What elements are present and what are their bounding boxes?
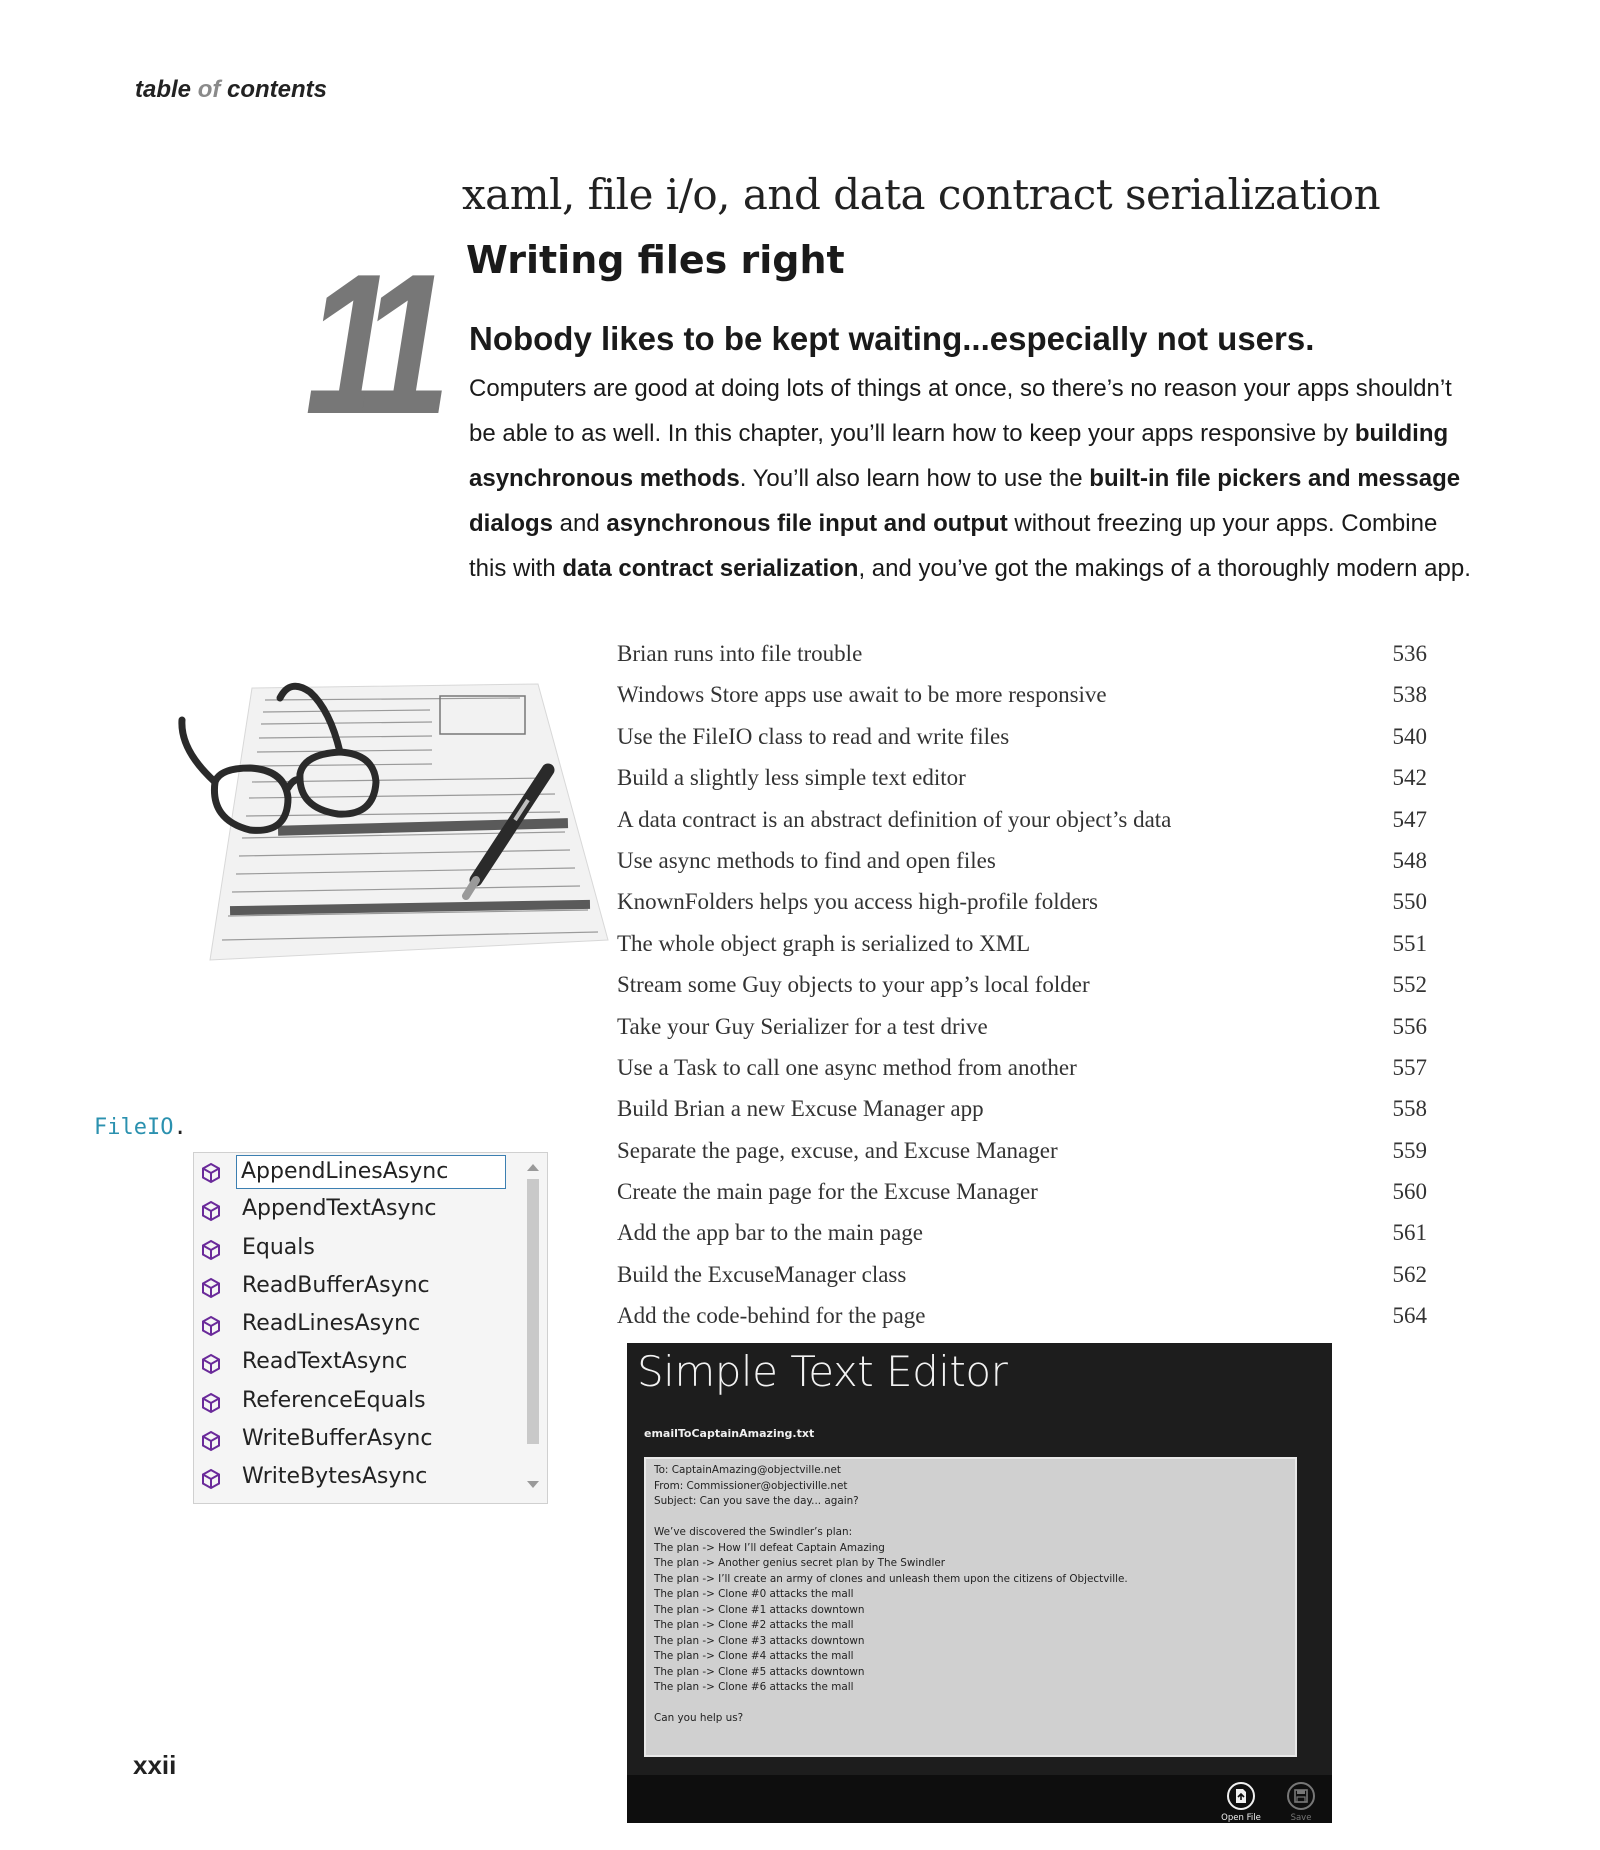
toc-entry[interactable] (617, 881, 1427, 922)
intellisense-item[interactable] (194, 1421, 514, 1459)
editor-app-bar (627, 1775, 1332, 1823)
simple-text-editor-screenshot (627, 1343, 1332, 1823)
toc-entry-page: 564 (1392, 1303, 1427, 1329)
toc-entry-title: A data contract is an abstract definition of your object’s data (617, 806, 1172, 832)
toc-entry-title: Separate the page, excuse, and Excuse Manager (617, 1137, 1058, 1163)
intellisense-item-label: WriteBytesAsync (242, 1464, 428, 1490)
editor-text-line: The plan -> Clone #0 attacks the mall (654, 1588, 854, 1600)
toc-entry-title: Take your Guy Serializer for a test drive (617, 1013, 988, 1039)
intellisense-item-label: AppendTextAsync (242, 1196, 437, 1222)
code-dot: . (173, 1115, 187, 1140)
intellisense-item[interactable] (194, 1306, 514, 1344)
open-file-button[interactable] (1211, 1781, 1271, 1823)
intellisense-item-label: ReferenceEquals (242, 1387, 426, 1413)
editor-text-line: The plan -> Clone #4 attacks the mall (654, 1650, 854, 1662)
toc-entry-page: 559 (1392, 1137, 1427, 1163)
toc-entry-page: 536 (1392, 641, 1427, 666)
editor-filename: emailToCaptainAmazing.txt (644, 1427, 815, 1440)
toc-entry-title: KnownFolders helps you access high-profile folders (617, 889, 1098, 915)
intellisense-list (194, 1153, 514, 1498)
intro-text-run: , and you’ve got the makings of a thoroughly modern app. (858, 555, 1471, 582)
toc-entry[interactable] (617, 1006, 1427, 1047)
toc-entry-page: 548 (1392, 847, 1427, 873)
intro-text-run: . You’ll also learn how to use the (739, 465, 1090, 492)
method-cube-icon (200, 1162, 222, 1184)
save-label: Save (1290, 1813, 1312, 1823)
method-cube-icon (200, 1277, 222, 1299)
editor-text-line: The plan -> Clone #1 attacks downtown (654, 1603, 865, 1616)
intro-text-run: without freezing up your apps. Combine this with (469, 510, 1438, 582)
toc-entry[interactable] (617, 674, 1427, 715)
toc-entry-page: 557 (1392, 1054, 1427, 1080)
editor-text-line: Subject: Can you save the day... again? (654, 1495, 859, 1507)
toc-entry-page: 540 (1392, 723, 1427, 749)
method-cube-icon (200, 1392, 222, 1414)
open-file-label: Open File (1221, 1813, 1261, 1823)
intellisense-item[interactable] (194, 1153, 514, 1191)
editor-text-line: From: Commissioner@objectiville.net (654, 1479, 848, 1492)
toc-entry-title: Use async methods to find and open files (617, 847, 996, 873)
toc-entry[interactable] (617, 1047, 1427, 1088)
save-icon (1286, 1781, 1316, 1811)
toc-entry-page: 558 (1392, 1096, 1427, 1122)
toc-entry-title: Build the ExcuseManager class (617, 1261, 907, 1287)
editor-text-line: The plan -> Another genius secret plan by The Swindler (654, 1557, 946, 1569)
intro-bold-phrase: asynchronous file input and output (606, 510, 1008, 537)
toc-entry-page: 556 (1392, 1013, 1427, 1039)
intellisense-item[interactable] (194, 1344, 514, 1382)
editor-text-line (654, 1510, 1287, 1526)
intellisense-item-label: ReadLinesAsync (242, 1311, 421, 1337)
toc-list (617, 633, 1427, 1337)
intro-text-run: Computers are good at doing lots of things at once, so there’s no reason your apps shouldn’t be able to as well. In this chapter, you’ll learn how to keep your apps responsive by (469, 375, 1452, 447)
intellisense-item[interactable] (194, 1383, 514, 1421)
toc-entry-page: 551 (1392, 930, 1427, 956)
method-cube-icon (200, 1353, 222, 1375)
save-button[interactable] (1271, 1781, 1331, 1823)
intellisense-scrollbar[interactable] (525, 1159, 541, 1499)
chapter-number: 11 (305, 233, 427, 456)
toc-entry-page: 552 (1392, 972, 1427, 998)
toc-entry-title: Brian runs into file trouble (617, 641, 863, 666)
toc-entry-page: 547 (1392, 806, 1427, 832)
editor-text-line: The plan -> Clone #6 attacks the mall (654, 1681, 854, 1693)
scroll-up-arrow-icon[interactable] (525, 1159, 541, 1175)
toc-entry[interactable] (617, 757, 1427, 798)
toc-entry[interactable] (617, 923, 1427, 964)
running-head-table: table (135, 76, 192, 103)
glasses-and-form-illustration (170, 670, 620, 970)
method-cube-icon (200, 1239, 222, 1261)
toc-entry-page: 542 (1392, 765, 1427, 791)
editor-text-line: The plan -> I’ll create an army of clones and unleash them upon the citizens of Objectville. (654, 1572, 1128, 1585)
toc-entry-title: Build a slightly less simple text editor (617, 765, 966, 791)
toc-entry-title: Windows Store apps use await to be more responsive (617, 682, 1107, 708)
intro-bold-phrase: building asynchronous methods (469, 420, 1449, 492)
editor-text-line: The plan -> How I’ll defeat Captain Amazing (654, 1541, 885, 1554)
editor-text-line: The plan -> Clone #2 attacks the mall (654, 1619, 854, 1631)
toc-entry[interactable] (617, 1212, 1427, 1253)
editor-text-line (654, 1696, 1287, 1712)
toc-entry-title: Use the FileIO class to read and write files (617, 723, 1010, 749)
editor-title: Simple Text Editor (637, 1347, 1008, 1396)
editor-text-line: The plan -> Clone #3 attacks downtown (654, 1634, 865, 1647)
toc-entry-title: Stream some Guy objects to your app’s local folder (617, 972, 1090, 998)
toc-entry-title: Use a Task to call one async method from another (617, 1054, 1077, 1080)
method-cube-icon (200, 1468, 222, 1490)
toc-entry[interactable] (617, 1254, 1427, 1295)
page-number: xxii (133, 1750, 177, 1780)
intellisense-item[interactable] (194, 1191, 514, 1229)
editor-text-line: To: CaptainAmazing@objectville.net (654, 1464, 841, 1476)
method-cube-icon (200, 1315, 222, 1337)
intro-heading: Nobody likes to be kept waiting...especially not users. (469, 320, 1315, 357)
code-prefix (94, 1115, 187, 1140)
intellisense-item-label: ReadTextAsync (242, 1349, 408, 1375)
chapter-subtitle: xaml, file i/o, and data contract serialization (462, 170, 1381, 219)
toc-entry-page: 560 (1392, 1179, 1427, 1205)
toc-entry-title: Add the app bar to the main page (617, 1220, 923, 1246)
intellisense-item[interactable] (194, 1459, 514, 1497)
intellisense-item-label: Equals (242, 1234, 315, 1260)
toc-entry-title: Add the code-behind for the page (617, 1303, 926, 1329)
toc-entry-page: 562 (1392, 1261, 1427, 1287)
editor-text-line: The plan -> Clone #5 attacks downtown (654, 1665, 865, 1678)
toc-entry[interactable] (617, 840, 1427, 881)
toc-entry[interactable] (617, 799, 1427, 840)
editor-textbox[interactable] (644, 1457, 1297, 1757)
open-file-icon (1226, 1781, 1256, 1811)
intellisense-item-label: WriteBufferAsync (242, 1426, 433, 1452)
toc-entry-page: 561 (1392, 1220, 1427, 1246)
intro-bold-phrase: data contract serialization (562, 555, 859, 582)
toc-entry[interactable] (617, 716, 1427, 757)
running-head-contents: contents (227, 76, 328, 103)
toc-entry-title: Create the main page for the Excuse Manager (617, 1179, 1038, 1205)
method-cube-icon (200, 1200, 222, 1222)
scroll-down-arrow-icon[interactable] (525, 1477, 541, 1493)
intellisense-popup (193, 1152, 548, 1504)
scroll-thumb[interactable] (527, 1179, 539, 1444)
intro-text-run: and (553, 510, 607, 537)
toc-entry[interactable] (617, 633, 1427, 674)
toc-entry[interactable] (617, 1088, 1427, 1129)
intro-body (469, 366, 1479, 591)
toc-entry[interactable] (617, 964, 1427, 1005)
intellisense-item-label: ReadBufferAsync (242, 1272, 430, 1298)
chapter-title: Writing files right (466, 238, 845, 282)
toc-entry-page: 538 (1392, 682, 1427, 708)
intellisense-item[interactable] (194, 1230, 514, 1268)
code-class-name: FileIO (94, 1115, 174, 1140)
toc-entry-page: 550 (1392, 889, 1427, 915)
running-head (135, 76, 327, 104)
intellisense-item[interactable] (194, 1268, 514, 1306)
editor-text-line: Can you help us? (654, 1712, 744, 1724)
toc-entry[interactable] (617, 1130, 1427, 1171)
running-head-of: of (197, 76, 221, 103)
method-cube-icon (200, 1430, 222, 1452)
editor-text-line: We’ve discovered the Swindler’s plan: (654, 1526, 853, 1538)
toc-entry-title: Build Brian a new Excuse Manager app (617, 1096, 984, 1122)
intellisense-item-label: AppendLinesAsync (236, 1155, 506, 1189)
toc-entry-title: The whole object graph is serialized to XML (617, 930, 1031, 956)
toc-entry[interactable] (617, 1171, 1427, 1212)
intro-bold-phrase: built-in file pickers and message dialogs (469, 465, 1461, 537)
toc-entry[interactable] (617, 1295, 1427, 1336)
